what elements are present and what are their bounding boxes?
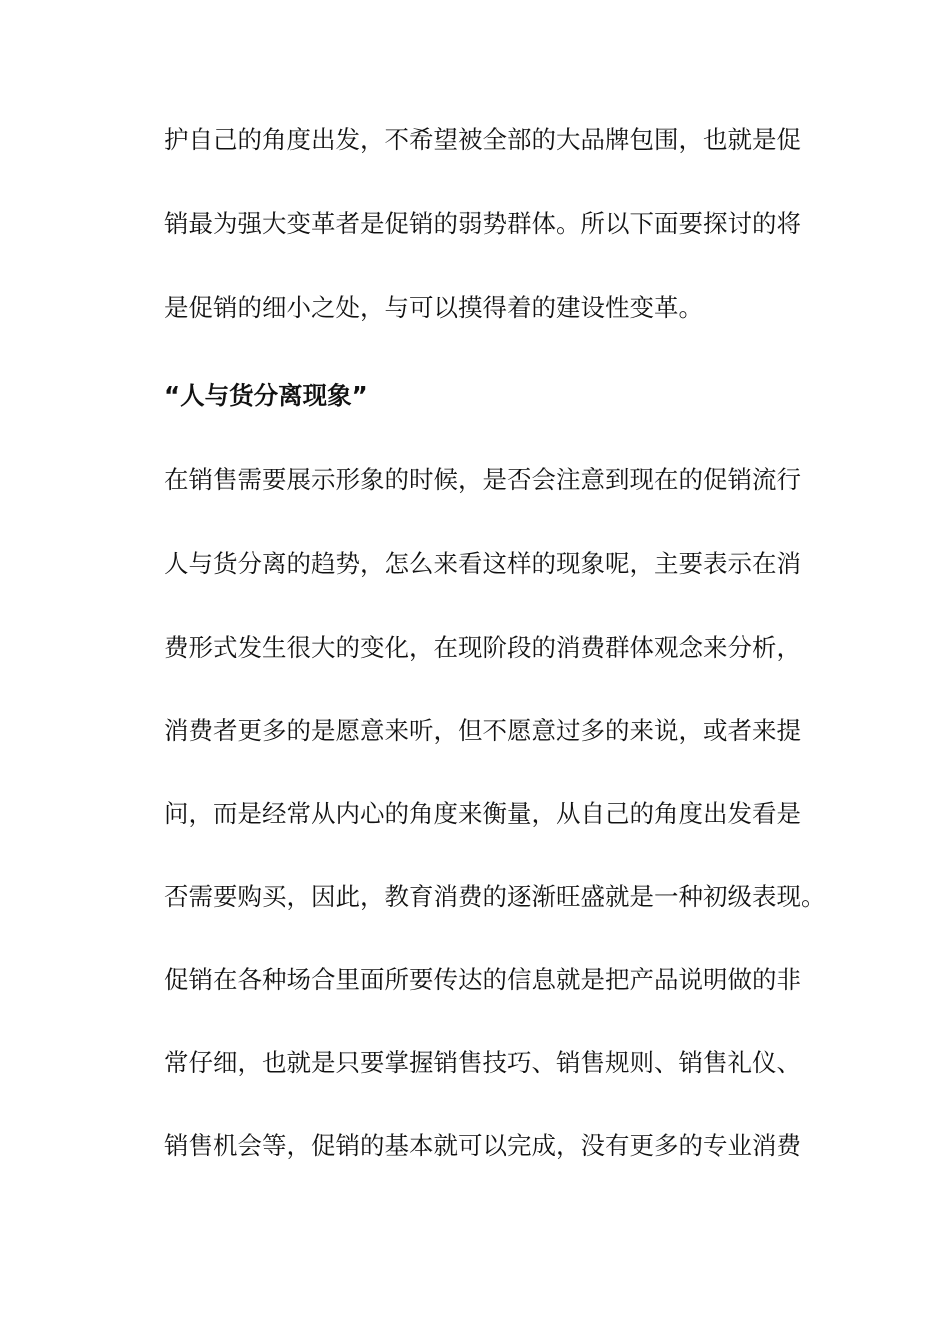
paragraph-2-line-1: 在销售需要展示形象的时候，是否会注意到现在的促销流行 [164,465,801,494]
paragraph-1-line-2: 销最为强大变革者是促销的弱势群体。所以下面要探讨的将 [164,209,801,238]
paragraph-2-line-7: 促销在各种场合里面所要传达的信息就是把产品说明做的非 [164,965,801,994]
paragraph-1-line-3: 是促销的细小之处，与可以摸得着的建设性变革。 [164,293,703,322]
paragraph-2-line-2: 人与货分离的趋势，怎么来看这样的现象呢，主要表示在消 [164,549,801,578]
paragraph-2-line-9: 销售机会等，促销的基本就可以完成，没有更多的专业消费 [164,1131,801,1160]
paragraph-2-line-6: 否需要购买，因此，教育消费的逐渐旺盛就是一种初级表现。 [164,882,826,911]
section-heading: “人与货分离现象” [164,381,368,410]
paragraph-2-line-5: 问，而是经常从内心的角度来衡量，从自己的角度出发看是 [164,799,801,828]
paragraph-2-line-3: 费形式发生很大的变化，在现阶段的消费群体观念来分析， [164,633,801,662]
paragraph-2-line-8: 常仔细，也就是只要掌握销售技巧、销售规则、销售礼仪、 [164,1048,801,1077]
paragraph-2-line-4: 消费者更多的是愿意来听，但不愿意过多的来说，或者来提 [164,716,801,745]
paragraph-1-line-1: 护自己的角度出发，不希望被全部的大品牌包围，也就是促 [164,125,801,154]
